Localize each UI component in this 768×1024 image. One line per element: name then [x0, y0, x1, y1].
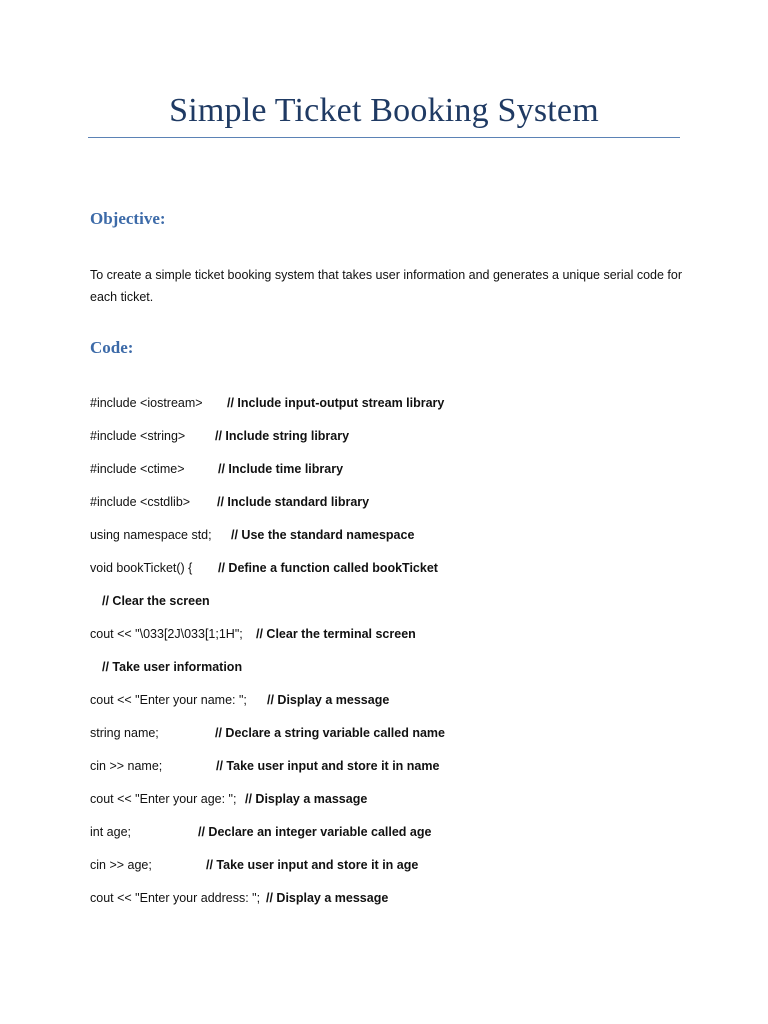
code-line — [90, 557, 710, 590]
code-comment: // Include standard library — [217, 495, 370, 509]
code-comment: // Use the standard namespace — [231, 528, 415, 542]
code-comment: // Take user information — [102, 660, 243, 674]
code-line — [90, 656, 710, 689]
code-statement: #include <cstdlib> — [90, 495, 191, 509]
code-statement: cout << "\033[2J\033[1;1H"; — [90, 627, 243, 641]
objective-text: To create a simple ticket booking system that takes user information and generates a unique serial code for each ticket. — [90, 268, 682, 304]
code-line — [90, 755, 710, 788]
code-comment: // Clear the screen — [102, 594, 210, 608]
code-line — [90, 392, 710, 425]
code-heading: Code: — [90, 338, 134, 357]
code-comment: // Define a function called bookTicket — [218, 561, 438, 575]
page-title: Simple Ticket Booking System — [169, 92, 599, 129]
code-comment: // Display a massage — [245, 792, 368, 806]
code-line — [90, 788, 710, 821]
code-line — [90, 524, 710, 557]
code-line — [90, 458, 710, 491]
code-comment: // Include input-output stream library — [227, 396, 445, 410]
code-statement: string name; — [90, 726, 159, 740]
code-statement: #include <ctime> — [90, 462, 185, 476]
code-statement: int age; — [90, 825, 132, 839]
code-line — [90, 491, 710, 524]
code-line — [90, 887, 710, 920]
code-line — [90, 821, 710, 854]
code-statement: cout << "Enter your address: "; — [90, 891, 261, 905]
code-comment: // Declare an integer variable called age — [198, 825, 432, 839]
code-comment: // Take user input and store it in name — [216, 759, 440, 773]
code-statement: cin >> name; — [90, 759, 163, 773]
code-statement: cout << "Enter your name: "; — [90, 693, 247, 707]
code-comment: // Clear the terminal screen — [256, 627, 416, 641]
code-statement: #include <iostream> — [90, 396, 203, 410]
code-block — [90, 392, 710, 920]
code-comment: // Include time library — [218, 462, 344, 476]
code-statement: void bookTicket() { — [90, 561, 193, 575]
code-line — [90, 623, 710, 656]
code-line — [90, 689, 710, 722]
code-comment: // Declare a string variable called name — [215, 726, 445, 740]
code-comment: // Display a message — [266, 891, 389, 905]
code-statement: #include <string> — [90, 429, 186, 443]
code-statement: cout << "Enter your age: "; — [90, 792, 237, 806]
code-line — [90, 590, 710, 623]
code-statement: using namespace std; — [90, 528, 212, 542]
code-statement: cin >> age; — [90, 858, 152, 872]
code-comment: // Take user input and store it in age — [206, 858, 419, 872]
code-line — [90, 425, 710, 458]
code-comment: // Include string library — [215, 429, 350, 443]
title-underline — [88, 137, 680, 138]
code-line — [90, 854, 710, 887]
code-comment: // Display a message — [267, 693, 390, 707]
objective-heading: Objective: — [90, 209, 166, 228]
code-line — [90, 722, 710, 755]
